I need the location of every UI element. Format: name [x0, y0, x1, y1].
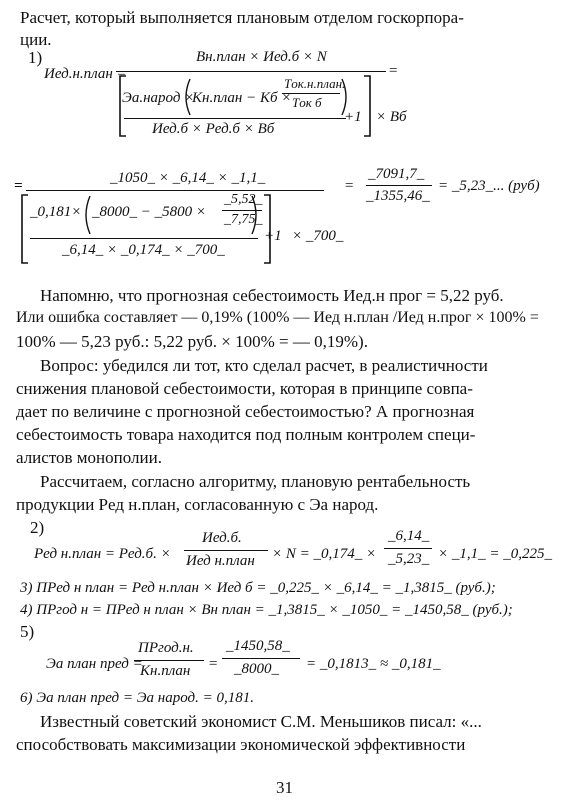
formula-2-f1-num: Иед.б. [202, 530, 242, 546]
formula-5-tail: = _0,1813_ ≈ _0,181_ [306, 656, 441, 672]
formula-5-f1-bar [134, 660, 204, 661]
formula-2-f1-den: Иед н.план [186, 553, 255, 569]
formula-5-f2-num: _1450,58_ [226, 638, 290, 654]
para-4-line-1: Известный советский экономист С.М. Меньшиков писал: «... [40, 712, 482, 731]
formula-1-label: 1) [28, 48, 43, 67]
para-1-line-3: 100% — 5,23 руб.: 5,22 руб. × 100% = — 0,19%). [16, 332, 368, 351]
formula-1v-den-plus: +1 [264, 228, 282, 244]
formula-1-right-bracket [360, 74, 376, 138]
formula-1-tok-num: Tок.н.план. [284, 76, 346, 91]
para-3-line-1: Рассчитаем, согласно алгоритму, плановую рентабельность [40, 472, 471, 491]
para-2-line-2: снижения плановой себестоимости, которая в принципе совпа- [16, 379, 473, 398]
formula-1v-numerator: _1050_ × _6,14_ × _1,1_ [110, 170, 266, 186]
formula-1v-frac-den: _7,75_ [224, 212, 263, 227]
formula-1v-res-bar [366, 185, 432, 186]
para-1-line-1: Напомню, что прогнозная себестоимость Иед.н прог = 5,22 руб. [40, 286, 504, 305]
formula-5-f1-num: ПPгод.н. [138, 640, 194, 656]
formula-1-den-mid: Kн.план − Kб × [192, 90, 292, 106]
formula-1v-left-paren [80, 194, 92, 236]
formula-1v-frac-num: _5,52_ [224, 192, 263, 207]
intro-line-2: ции. [20, 30, 52, 49]
para-4-line-2: способствовать максимизации экономической эффективности [16, 735, 466, 754]
formula-1v-inner-bar [30, 238, 258, 239]
formula-5-f2-bar [222, 658, 300, 659]
formula-1v-den-tail: × _700_ [292, 228, 344, 244]
formula-1-den-left: Эа.народ × [122, 90, 195, 106]
formula-6: 6) Эа план пред = Эа народ. = 0,181. [20, 690, 255, 706]
formula-4: 4) ПPгод н = ПPед н план × Bн план = _1,3815_ × _1050_ = _1450,58_ (руб.); [20, 602, 513, 618]
para-2-line-5: алистов монополии. [16, 448, 162, 467]
formula-1v-den-left: _0,181× [30, 204, 82, 220]
formula-1-lhs: Иед.н.план = [44, 66, 127, 82]
formula-3: 3) ПPед н план = Pед н.план × Иед б = _0,225_ × _6,14_ = _1,3815_ (руб.); [20, 580, 496, 596]
intro-line-1: Расчет, который выполняется плановым отделом госкорпора- [20, 8, 464, 27]
formula-5-label: 5) [20, 622, 35, 641]
formula-1v-inner-den: _6,14_ × _0,174_ × _700_ [62, 242, 225, 258]
formula-1-den-plus: +1 [344, 109, 362, 125]
formula-2-f1-bar [184, 550, 268, 551]
formula-1-inner-bar [124, 118, 346, 119]
formula-1-numerator: Bн.план × Иед.б × N [196, 49, 327, 65]
para-3-line-2: продукции Pед н.план, согласованную с Эа народ. [16, 495, 379, 514]
formula-2-mid: × N = _0,174_ × [272, 546, 377, 562]
para-2-line-4: себестоимость товара находится под полным контролем специ- [16, 425, 476, 444]
formula-1-tok-bar [282, 93, 340, 94]
formula-1v-main-bar [26, 190, 324, 191]
formula-1-left-paren [180, 77, 192, 117]
formula-1v-result: = _5,23_... (руб) [438, 178, 540, 194]
page-number: 31 [276, 778, 293, 797]
formula-2-f2-den: _5,23_ [388, 551, 430, 567]
formula-5-lhs: Эа план пред = [46, 656, 143, 672]
para-2-line-3: дает по величине с прогнозной себестоимостью? А прогнозная [16, 402, 475, 421]
para-1-line-2: Или ошибка составляет — 0,19% (100% — Иед н.план /Иед н.прог × 100% = [16, 309, 539, 326]
formula-5-f1-den: Kн.план [140, 663, 191, 679]
formula-1v-eq: = [344, 178, 355, 194]
formula-1v-right-paren [250, 194, 262, 236]
formula-2-label: 2) [30, 518, 45, 537]
formula-2-lhs: Pед н.план = Pед.б. × [34, 546, 171, 562]
formula-1-tok-den: Tок б [292, 95, 322, 110]
formula-5-f2-den: _8000_ [234, 661, 279, 677]
formula-2-f2-num: _6,14_ [388, 528, 430, 544]
formula-1-eq-end: = [388, 63, 399, 79]
formula-1v-lead: = [14, 178, 23, 194]
formula-2-f2-bar [384, 548, 432, 549]
para-2-line-1: Вопрос: убедился ли тот, кто сделал расчет, в реалистичности [40, 356, 488, 375]
formula-5-eq: = [208, 656, 219, 672]
formula-2-tail: × _1,1_ = _0,225_ [438, 546, 552, 562]
formula-1v-res-den: _1355,46_ [366, 188, 430, 204]
formula-1-inner-den: Иед.б × Pед.б × Bб [152, 121, 275, 137]
formula-1-den-tail: × Bб [376, 109, 407, 125]
formula-1v-res-num: _7091,7_ [368, 166, 425, 182]
formula-1-main-bar [116, 71, 386, 72]
formula-1v-den-mid: _8000_ − _5800 × [92, 204, 206, 220]
